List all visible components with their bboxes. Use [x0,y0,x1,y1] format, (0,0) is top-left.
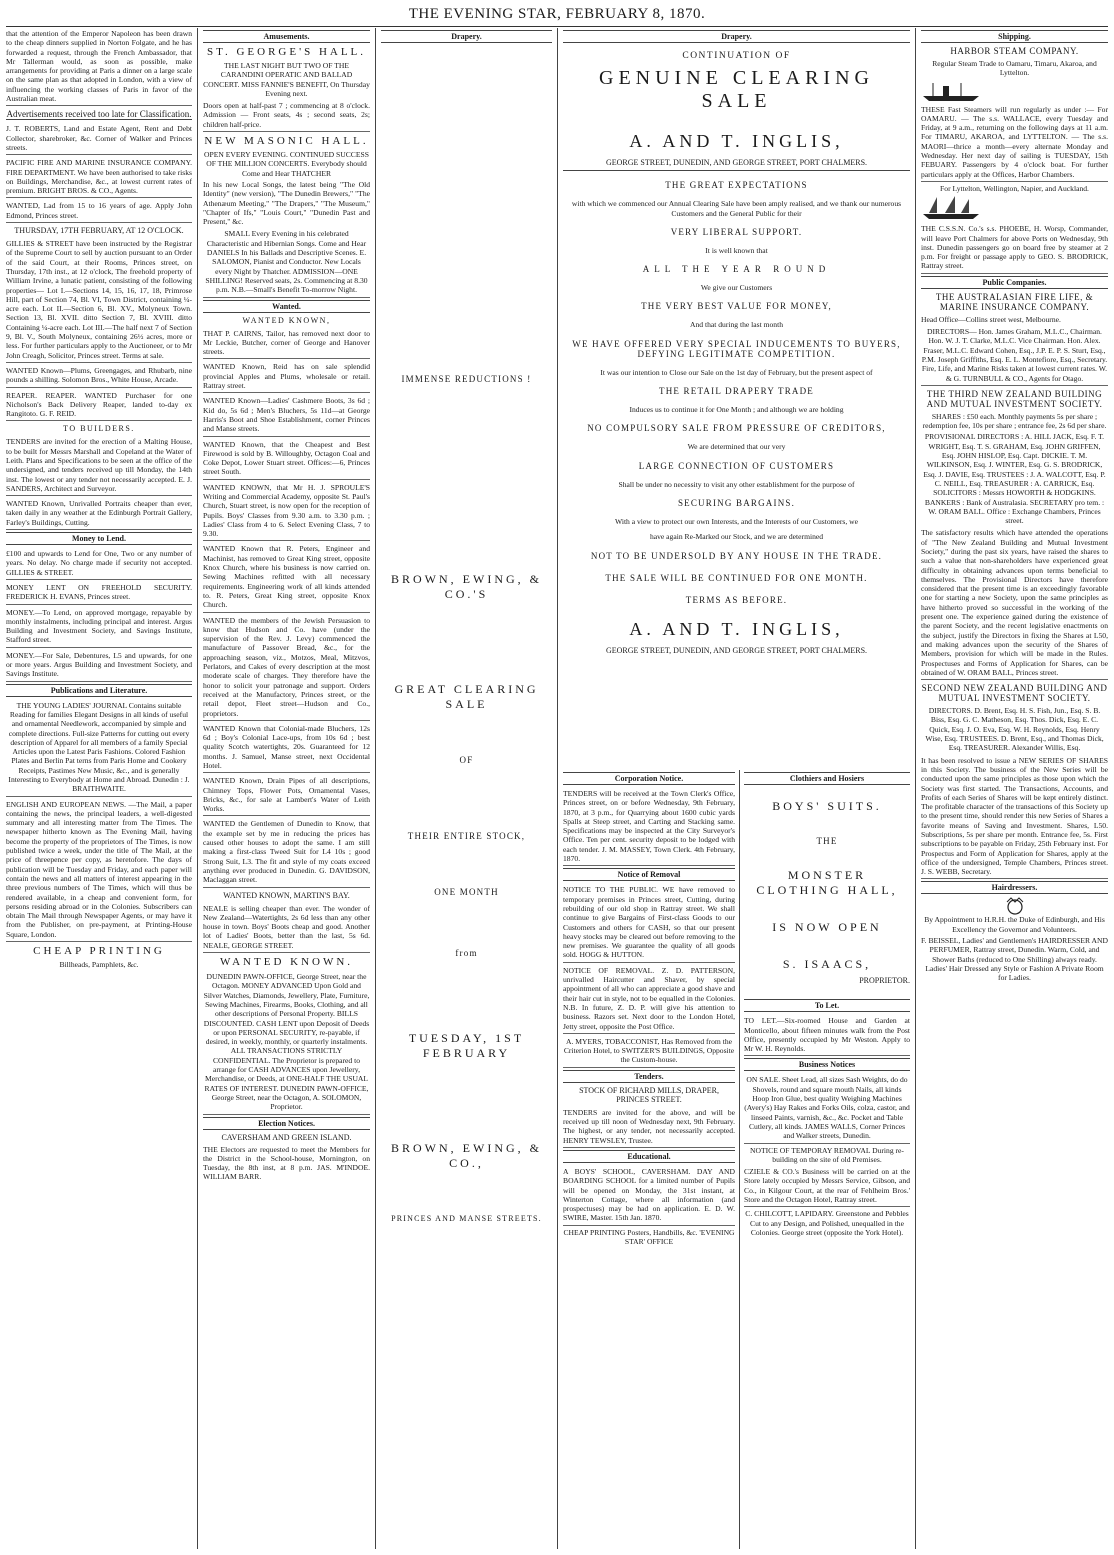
great-clearing-sale: GREAT CLEARING SALE [394,682,539,711]
harbor-steam-advert: THESE Fast Steamers will run regularly as under :— For OAMARU. — The s.s. WALLACE, every Tuesday and Friday, at 9 a.m., returning on the following days at 11 a.m. For TIMARU, AKAROA, and LYTTELTON. — The s.s. MAORI—thrice a month—every alternate Monday and Wednesday. Her next day of sailing is TUESDAY, 15th FEBUARY. Passengers by 4 o'clock boat. For further particulars apply at the Offices, Harbor Chambers. [921,104,1108,182]
neale-advert: NEALE is selling cheaper than ever. The wonder of New Zealand—Watertights, 2s 6d less than any other house in town. Boys' Boots cheap and good. Another lot of Ladies' Boots, better than the last, 5s 6d. NEALE, GEORGE STREET. [203,903,370,953]
harbor-steam-heading: HARBOR STEAM COMPANY. [950,46,1079,56]
lyttelton-line: For Lyttelton, Wellington, Napier, and Auckland. [940,183,1089,193]
phoebe-advert: THE C.S.S.N. Co.'s s.s. PHOEBE, H. Worsp, Commander, will leave Port Chalmers for above Ports on Wednesday, 9th inst. Dunedin passengers go on board free by steamer at 2 p.m. For freight or passage apply to GEO. S. BRODRICK, Rattray street. [921,223,1108,273]
masthead-rule [6,26,1108,27]
boys-suits: BOYS' SUITS. [772,799,882,813]
tenders-heading: Tenders. [563,1070,735,1083]
third-society-heading: THE THIRD NEW ZEALAND BUILDING AND MUTUAL INVESTMENT SOCIETY. [926,388,1103,409]
brown-ewing-heading: BROWN, EWING, & CO.'S [391,572,542,601]
column-rule [375,28,376,1549]
electors-advert: THE Electors are requested to meet the Members for the District in the School-house, Mornington, on Tuesday, the 8th inst, at 8 p.m. JAS. M'INDOE. WILLIAM BARR. [203,1144,370,1182]
corporation-heading: Corporation Notice. [563,772,735,785]
column-5 [921,28,1108,1549]
gillies-advert: GILLIES & STREET have been instructed by the Registrar of the Supreme Court to sell by auction pursuant to an Order of the said Court, at their Rooms, Princes street, on Thursday, 17th inst., at 12 o'clock, The freehold property of William Irvine, a lunatic patient, consisting of the following properties— Lot I.—Sections 14, 15, 16, 17, 18, Primrose Hill, part of Section 74, Bl. VI, Town District, containing ¼-acre each. Lot II.—Section 6, Bl. XV., Molyneux Town. Section 13, Bl. XVII. ditto Section 7, Bl. XVIII. ditto Containing ¼-acre each. Lot III.—The half next 7 of Section 9, Bl. V., South Molyneux, containing 26½ acres, more or less. For further particulars apply to the Auctioneer, or to Mr John Creagh, Solicitor, Princes street. Terms at sale. [6,238,192,363]
column-4b [744,770,910,1549]
large-connection: LARGE CONNECTION OF CUSTOMERS [638,460,835,471]
firewood-advert: WANTED Known, that the Cheapest and Best Firewood is sold by B. Willoughby, Octagon Coal and Coke Depot, Lower Stuart street. Offices:—6, Princes street South. [203,439,370,480]
to-let-heading: To Let. [744,999,910,1012]
million-concerts-text: OPEN EVERY EVENING. CONTINUED SUCCESS OF THE MILLION CONCERTS. Everybody should Come and Hear THATCHER [204,150,369,178]
australasian-heading: THE AUSTRALASIAN FIRE LIFE, & MARINE INSURANCE COMPANY. [935,291,1094,312]
sub-column-rule [739,770,740,1549]
last-month: And that during the last month [689,320,783,330]
inglis-heading-2: A. AND T. INGLIS, [629,618,844,639]
drapery-section-heading: Drapery. [381,30,552,43]
wanted-known-heading: WANTED KNOWN, [242,315,331,325]
shipping-section-heading: Shipping. [921,30,1108,43]
provisional-directors: PROVISIONAL DIRECTORS : A. HILL JACK, Esq. F. T. WRIGHT, Esq. T. S. GRAHAM, Esq. JOHN GRIFFEN, Esq. JOHN HISLOP, Esq. Capt. DICKIE. T. M. WILKINSON, Esq. J. WINTER, Esq. G. S. BRODRICK, Esq. J. DAVIE, Esq. TRUSTEES : J. A. WALCOTT, Esq. P. C. NEILL, Esq. TREASURER : A. CARRICK, Esq. SOLICITORS : Messrs HOWORTH & HODGKINS. BANKERS : Bank of Australasia. SECRETARY pro tem. : W. ORAM BALL. Office : Exchange Chambers, Princes street. [923,432,1106,526]
wanted-known-2-heading: WANTED KNOWN. [219,956,354,969]
house-to-let-advert: TO LET.—Six-roomed House and Garden at Monticello, about fifteen minutes walk from the Post Office, presently occupied by Mr Weston. Apply to Mr W. H. Reynolds. [744,1015,910,1056]
reaper-advert: REAPER. REAPER. WANTED Purchaser for one Nicholson's Back Delivery Reaper, landed to-day ex Rangitoto. G. F. REID. [6,390,192,422]
from-line: from [455,948,478,958]
english-news-advert: ENGLISH AND EUROPEAN NEWS. —The Mail, a paper containing the news, the principal leaders, a well-digested summary and all interesting matter from The Times. The newspaper hitherto known as The Evening Mail, having become the property of the proprietors of The Times, is now published twice a week, under the title of The Mail, at the price of threepence per copy, as heretofore. The days of publication will be Tuesday and Friday, and each paper will contain the news and all matters of interest appearing in the three previous numbers of The Times, which will thus be rendered available, in a cheap and convenient form, for persons residing abroad or in the Colonies. Subscribers can obtain The Mail through Newspaper Agents, or may have it from the Publisher, on pre-payment, at Printing-House Square, London. [6,799,192,942]
masonic-hall-heading: NEW MASONIC HALL. [204,135,369,148]
proprietor-line: PROPRIETOR. [859,976,910,985]
builders-heading: TO BUILDERS. [63,424,135,434]
column-rule [197,28,198,1549]
is-now-open: IS NOW OPEN [772,920,882,934]
second-directors: DIRECTORS. D. Brent, Esq. H. S. Fish, Jun., Esq. S. B. Biss, Esq. G. C. Matheson, Esq. Thos. Dick, Esq. E. C. Quick, Esq. J. O. Eva, Esq. W. H. Reynolds, Esq. Henry Wise, Esq. TRUSTEES. D. Brent, Esq., and Thomas Dick, Esq. TREASURER. Alexander Willis, Esq. [925,706,1104,753]
inglis-heading: A. AND T. INGLIS, [629,131,844,151]
we-give: We give our Customers [700,283,773,293]
concert-text: THE LAST NIGHT BUT TWO OF THE CARANDINI OPERATIC AND BALLAD CONCERT. MISS FANNIE'S BENEFIT, On Thursday Evening next. [203,61,370,98]
amusements-section-heading: Amusements. [203,30,370,43]
steamship-icon [921,80,981,102]
retail-trade: THE RETAIL DRAPERY TRADE [659,386,814,397]
princes-manse: PRINCES AND MANSE STREETS. [391,1214,542,1223]
educational-heading: Educational. [563,1150,735,1163]
cheap-printing-heading: CHEAP PRINTING [33,945,165,958]
local-songs-text: In his new Local Songs, the latest being "The Old Identity" (new version), "The Dunedin Brewers," "The Athenæum Meeting," "The Drapers," "The Museum," "Chapter of Ifs," "Louis Court," "Dunedin Past and Present," &c. [203,179,370,227]
second-society-heading: SECOND NEW ZEALAND BUILDING AND MUTUAL INVESTMENT SOCIETY. [921,683,1108,704]
hogg-hutton-advert: NOTICE TO THE PUBLIC. WE have removed to temporary premises in Princes street, Cutting, during rebuilding of our old shop in Rattray street. We shall continue to give Bargains of First-class Goods to our Customers and others for CASH, so that our present heavy stocks may be cleared out before removing to the new premises. We guarantee the quality of all goods sold. HOGG & HUTTON. [563,884,735,962]
shall-text: Shall be under no necessity to visit any other establishment for the purpose of [618,479,855,489]
drain-pipes-advert: WANTED Known, Drain Pipes of all descriptions, Chimney Tops, Flower Pots, Ornamental Vases, Bricks, &c., for sale at Lambert's Water of Leith Works. [203,775,370,816]
shares-text: SHARES : £50 each. Monthly payments 5s per share ; redemption fee, 10s per share ; entrance fee, 2s 6d per share. [922,411,1107,431]
mills-heading: STOCK OF RICHARD MILLS, DRAPER, PRINCES STREET. [579,1085,719,1104]
journal-advert: THE YOUNG LADIES' JOURNAL Contains suitable Reading for families Elegant Designs in all kinds of useful and ornamental Needlework, accompanied by simple and complete directions. Full-size Patterns for cutting out every description of Apparel for all members of a family Special Articles upon the Latest Paris Fashions. Colored Fashion Plates and Berlin Pat terns from Paris Home and Cookery Receipts, Pastimes New Music, &c., and is generally Interesting to Everybody at Home and Abroad. Dunedin : J. BRAITHWAITE. [6,700,192,797]
money-lent-advert: MONEY LENT ON FREEHOLD SECURITY. FREDERICK H. EVANS, Princes street. [6,582,192,605]
australasian-directors: DIRECTORS— Hon. James Graham, M.L.C., Chairman. Hon. W. J. T. Clarke, M.L.C. Vice Chairman. Hon. Alex. Fraser, M.L.C. Edward Cohen, Esq., J.P. E. P. S. Sturt, Esq., P.M. Joseph Griffiths, Esq. E. L. Montefiore, Esq., Secretary. Fire, Life, and Marine Risks taken at lowest current rates. W. & G. TURNBULL & CO., Agents for Otago. [921,326,1108,386]
money-section-heading: Money to Lend. [6,532,192,545]
wanted-section-heading: Wanted. [203,300,370,313]
publications-section-heading: Publications and Literature. [6,684,192,697]
wanted-lad-advert: WANTED, Lad from 15 to 16 years of age. Apply John Edmond, Princes street. [6,200,192,223]
securing-bargains: SECURING BARGAINS. [677,497,796,508]
caversham-heading: CAVERSHAM AND GREEN ISLAND. [221,1132,352,1142]
determined-text: We are determined that our very [687,442,786,452]
intention-text: It was our intention to Close our Sale on the 1st day of February, but the present aspect of [600,367,873,377]
head-office: Head Office—Collins street west, Melbourne. [921,314,1061,324]
martins-bay-heading: WANTED KNOWN, MARTIN'S BAY. [223,890,350,900]
colonial-advert: WANTED Known that Colonial-made Bluchers, 12s 6d ; Boy's Colonial Lace-ups, from 10s 6d ; best quality Scotch watertights, 20s. Guaranteed for 12 months. J. Samuel, Manse street, next Occidental Hotel. [203,723,370,773]
thursday-heading: THURSDAY, 17TH FEBRUARY, AT 12 O'CLOCK. [14,226,184,236]
column-rule [915,28,916,1549]
pawn-office-advert: DUNEDIN PAWN-OFFICE, George Street, near the Octagon. MONEY ADVANCED Upon Gold and Silver Watches, Diamonds, Jewellery, Plate, Furniture, Sewing Machines, Firearms, Books, Clothing, and all other descriptions of Personal Property. BILLS DISCOUNTED. CASH LENT upon Deposit of Deeds or upon PERSONAL SECURITY, re-payable, if desired, in weekly, monthly, or quarterly instalments. ALL TRANSACTIONS STRICTLY CONFIDENTIAL. The Proprietor is prepared to arrange for CASH ADVANCES upon Jewellery, Merchandise, or Deeds, at ONE-HALF THE USUAL RATES OF INTEREST. DUNEDIN PAWN-OFFICE, George Street, near the Octagon, A. SOLOMON, Proprietor. [203,971,370,1114]
portraits-advert: WANTED Known, Unrivalled Portraits cheaper than ever, taken daily in any weather at the Edinburgh Portrait Gallery, Farley's Buildings, Cutting. [6,498,192,530]
cashmere-advert: WANTED Known—Ladies' Cashmere Boots, 3s 6d ; Kid do, 5s 6d ; Men's Bluchers, 5s 11d—at George Harris's Boot and Shoe Establishment, corner Princes and Manse streets. [203,395,370,436]
column-3 [381,28,552,1549]
best-value: THE VERY BEST VALUE FOR MONEY, [641,301,832,312]
printing-advert: CHEAP PRINTING Posters, Handbills, &c. 'EVENING STAR' OFFICE [563,1227,735,1246]
all-year-round: ALL THE YEAR ROUND [642,264,831,275]
column-1 [6,28,192,1549]
royal-crest-icon [995,897,1035,915]
satisfactory-text: The satisfactory results which have attended the operations of "The New Zealand Building and Mutual Investment Society," during the past six years, have raised the shares to such a value that non-shareholders have experienced great difficulty in obtaining advances upon terms beneficial to themselves. The Provisional Directors have therefore considered that the present time is an exceedingly favorable one for starting a new Society, upon the same principles as have hitherto proved so successful in the working of the present one. The experience gained during the existence of the parent Society, and the recent legislative enactments on the subject, justify the Directors in fixing the Shares at L50, and making advances upon the security of the Shares of Members, provision for which will be made in the Rules. Prospectuses and Forms of Application for Shares, can be obtained of W. ORAM BALL, Princes street. [921,527,1108,680]
monster-clothing-hall: MONSTER CLOTHING HALL, [756,868,898,897]
no-compulsory: NO COMPULSORY SALE FROM PRESSURE OF CREDITORS, [587,423,886,434]
liberal-support: VERY LIBERAL SUPPORT. [670,226,803,237]
one-month: ONE MONTH [434,887,499,897]
plums-advert: WANTED Known—Plums, Greengages, and Rhubarb, nine pounds a shilling. Solomon Bros., White House, Arcade. [6,365,192,388]
sale-continued: THE SALE WILL BE CONTINUED FOR ONE MONTH. [605,572,868,583]
not-undersold: NOT TO BE UNDERSOLD BY ANY HOUSE IN THE TRADE. [590,550,883,561]
brown-ewing-2: BROWN, EWING, & CO., [391,1141,542,1170]
clothiers-heading: Clothiers and Hosiers [744,772,910,785]
napoleon-paragraph: that the attention of the Emperor Napoleon has been drawn to the cheap dinners supplied in Norton Folgate, and he has forwarded a request, through the French Ambassador, that Mr Tallerman would, as soon as possible, make arrangements for providing at Paris a dinner on a large scale on the same plan as that adopted in London, with a view of influencing the working classes of Paris in favor of the Australian meat. [6,28,192,106]
late-heading: Advertisements received too late for Classification. [6,109,192,120]
expectations: THE GREAT EXPECTATIONS [665,180,808,191]
peters-advert: WANTED Known that R. Peters, Engineer and Machinist, has removed to Great King street, opposite Knox Church, where his business is now carried on. Sewing Machines refitted with all necessary requirements. Engineering work of all kinds attended to. R. Peters, Great King street, opposite Knox Church. [203,543,370,612]
pacific-advert: PACIFIC FIRE AND MARINE INSURANCE COMPANY. FIRE DEPARTMENT. We have been authorised to take risks on Buildings, Merchandise, &c., at lowest current rates of premium. BRIGHT BROS. & CO., Agents. [6,157,192,198]
patterson-advert: NOTICE OF REMOVAL. Z. D. PATTERSON, unrivalled Haircutter and Shaver, by special appointment of all who can appreciate a good shave and their hair cut in style, not to be equalled in the Colonies. N.B. In future, Z. D. P. will give his attention to business. Razors set. Next door to the London Hotel, Jetty street, opposite the Post Office. [563,965,735,1034]
doors-text: Doors open at half-past 7 ; commencing at 8 o'clock. Admission — Front seats, 4s ; second seats, 2s; children half-price. [203,100,370,132]
column-4a [563,770,735,1549]
davidson-advert: WANTED the Gentlemen of Dunedin to Know, that the example set by me in reducing the prices has caused other houses to adopt the same. I am still making a first-class Tweed Suit for L4 10s ; good Strong Suit, L3. The fit and style of my coats exceed anything ever produced in Dunedin. G. DAVIDSON, Maclaggan street. [203,818,370,887]
cairns-advert: THAT P. CAIRNS, Tailor, has removed next door to Mr Leckie, Butcher, corner of George and Hanover streets. [203,328,370,360]
the-line: THE [816,836,838,846]
school-advert: A BOYS' SCHOOL, CAVERSHAM. DAY AND BOARDING SCHOOL for a limited number of Pupils will be opened on Monday, the 31st instant, at Winterton Cottage, where all information (and prospectuses) may be had on application. E. D. W. SWIRE, Master. 15th Jan. 1870. [563,1166,735,1226]
malting-tenders-advert: TENDERS are invited for the erection of a Malting House, to be built for Messrs Marshall and Copeland at the Water of Leith. Plans and Specifications to be seen at the office of the undersigned, and tenders received up till Monday, the 14th inst. The lowest or any tender not necessarily accepted. E. J. SANDERS, Architect and Surveyor. [6,436,192,496]
well-known: It is well known that [705,245,768,255]
protect-text: With a view to protect our own Interests, and the Interests of our Customers, we [614,516,859,526]
genuine-clearing-sale: GENUINE CLEARING SALE [599,67,874,112]
drapery-wide-heading: Drapery. [563,30,910,43]
isaacs-name: S. ISAACS, [782,957,872,971]
tewsley-advert: TENDERS are invited for the above, and will be received up till noon of Wednesday next, 9th February. The highest, or any tender, not necessarily accepted. HENRY TEWSLEY, Trustee. [563,1107,735,1148]
election-section-heading: Election Notices. [203,1117,370,1130]
business-heading: Business Notices [744,1058,910,1071]
hairdressers-heading: Hairdressers. [921,881,1108,894]
sailing-ship-icon [921,195,981,221]
billheads-line: Billheads, Pamphlets, &c. [59,960,139,970]
jewish-advert: WANTED the members of the Jewish Persuasion to know that Hudson and Co. have (under the supervision of the Rev. J. Levy) commenced the manufacture of Passover Bread, &c., for the approaching season, viz., Motzos, Meal, Mitzvos, Perlators, and Cakes of every description at the most moderate scale of charges. They therefore have the honor to solicit your patronage and support. Orders received at the Manufactory, Princes street, or the retail depot, Fleet street—Hudson and Co., proprietors. [203,615,370,721]
inglis-address: GEORGE STREET, DUNEDIN, AND GEORGE STREET, PORT CHALMERS. [605,158,868,167]
mortgage-advert: MONEY.—To Lend, on approved mortgage, repayable by monthly instalments, including principal and interest. Argus Building and Investment Society, and Savings Institute, Stafford street. [6,607,192,648]
public-companies-heading: Public Companies. [921,276,1108,289]
roberts-advert: J. T. ROBERTS, Land and Estate Agent, Rent and Debt Collector, sharebroker, &c. Corner of Walker and Princes streets. [6,123,192,155]
pound-advert: £100 and upwards to Lend for One, Two or any number of years. No delay. No charge made if security not accepted. GILLIES & STREET. [6,548,192,580]
induces-text: Induces us to continue it for One Month ; and although we are holding [629,405,844,415]
immense-reductions: IMMENSE REDUCTIONS ! [401,374,532,384]
masthead: THE EVENING STAR, FEBRUARY 8, 1870. [408,6,706,22]
chilcott-advert: C. CHILCOTT, LAPIDARY. Greenstone and Pebbles Cut to any Design, and Polished, unequalled in the Colonies. George street (opposite the York Hotel). [745,1209,909,1237]
st-georges-hall-heading: ST. GEORGE'S HALL. [206,46,367,58]
inglis-address-2: GEORGE STREET, DUNEDIN, AND GEORGE STREET, PORT CHALMERS. [605,645,868,655]
reid-advert: WANTED Known, Reid has on sale splendid provincial Apples and Plums, wholesale or retail. Rattray street. [203,361,370,393]
temporary-removal-heading: NOTICE OF TEMPORAY REMOVAL During re-building on the site of old Premises. [750,1145,904,1164]
ziele-advert: CZIELE & CO.'s Business will be carried on at the Store lately occupied by Messrs Service, Gibson, and Co., in Kilgour Court, at the rear of Fehlheim Bros.' Store and the Octagon Hotel, Rattray street. [744,1166,910,1207]
quarrying-tender: TENDERS will be received at the Town Clerk's Office, Princes street, on or before Wednesday, 9th February, 1870, at 3 p.m., for Quarrying about 1600 cubic yards Spalls at Steep street, and Carting and Stacking same. Specifications may be inspected at the City Surveyor's Office. Ten per cent. security deposit to be lodged with each tender. J. M. MASSEY, Town Clerk. 4th February, 1870. [563,788,735,866]
column-rule [557,28,558,1549]
continuation-line: CONTINUATION OF [682,51,791,61]
resolved-text: It has been resolved to issue a NEW SERIES OF SHARES in this Society. The business of the New Series will be conducted upon the same principles as those upon which the Society was first started. The Transactions, Accounts, and Profits of each Series of Shares will be kept entirely distinct. The profitable character of the transactions of this Society up to the present time, should render this new Series of Shares a favorite means of Saving and Investment. Shares, L50. Subscriptions, 5s per share per month. Entrance fee, 5s. First subscriptions to be payable on Friday, 25th February inst. For Prospectus and Form of Application for Shares, apply at the office of the undersigned, Temple Chambers, Princes street. J. S. WEBB, Secretary. [921,755,1108,880]
column-2 [203,28,370,1549]
remarked-text: have again Re-Marked our Stock, and we are determined [649,532,824,542]
tuesday-line: TUESDAY, 1ST FEBRUARY [408,1031,525,1060]
on-sale-advert: ON SALE. Sheet Lead, all sizes Sash Weights, do do Shovels, round and square mouth Nails, all kinds Hoop Iron Glue, best quality Weighing Machines (Avery's) Hay Rakes and Forks Oils, colza, castor, and linseed Paints, varnish, &c., &c. Pocket and Table Cutlery, all kinds. JAMES WALLS, Corner Princes and Walker streets, Dunedin. [744,1074,910,1143]
terms-before: TERMS AS BEFORE. [685,594,788,605]
special-inducements: WE HAVE OFFERED VERY SPECIAL INDUCEMENTS TO BUYERS, DEFYING LEGITIMATE COMPETITION. [572,338,901,359]
debentures-advert: MONEY.—For Sale, Debentures, L5 and upwards, for one or more years. Argus Building and Investment Society, and Savings Institute. [6,650,192,682]
regular-trade: Regular Steam Trade to Oamaru, Timaru, Akaroa, and Lyttelton. [932,59,1097,78]
myers-advert: A. MYERS, TOBACCONIST, Has Removed from the Criterion Hotel, to SWITZER'S BUILDINGS, Opposite the Custom-house. [563,1036,735,1068]
of-line: OF [459,755,474,765]
daniels-text: SMALL Every Evening in his celebrated Characteristic and Hibernian Songs. Come and Hear DANIELS In his Ballads and Descriptive Scenes. E. SALOMON, Pianist and Conductor. New Locals every Night by Thatcher. ADMISSION—ONE SHILLING! Reserved seats, 2s. Commencing at 8.30 p.m. N.B.—Small's Benefit To-morrow Night. [203,228,370,297]
entire-stock: THEIR ENTIRE STOCK, [407,831,526,841]
removal-heading: Notice of Removal [563,868,735,881]
beissel-advert: F. BEISSEL, Ladies' and Gentlemen's HAIRDRESSER AND PERFUMER, Rattray street, Dunedin. Warm, Cold, and Shower Baths (reduced to One Shilling) always ready. Ladies' Hair Dressed any Style or Fashion A Private Room for Ladies. [921,936,1108,983]
sproule-advert: WANTED KNOWN, that Mr H. J. SPROULE'S Writing and Commercial Academy, opposite St. Paul's Church, Stuart street, is now open for the reception of Pupils. Boys' Classes from 9.30 a.m. to 3.30 p.m. ; Ladies' Class from 4 to 6. Select Evening Class, 7 to 9.30. [203,482,370,542]
appointment-text: By Appointment to H.R.H. the Duke of Edinburgh, and His Excellency the Governor and Volunteers. [924,915,1105,934]
commenced-text: with which we commenced our Annual Clearing Sale have been amply realised, and we thank our numerous Customers and the General Public for their [571,199,902,218]
